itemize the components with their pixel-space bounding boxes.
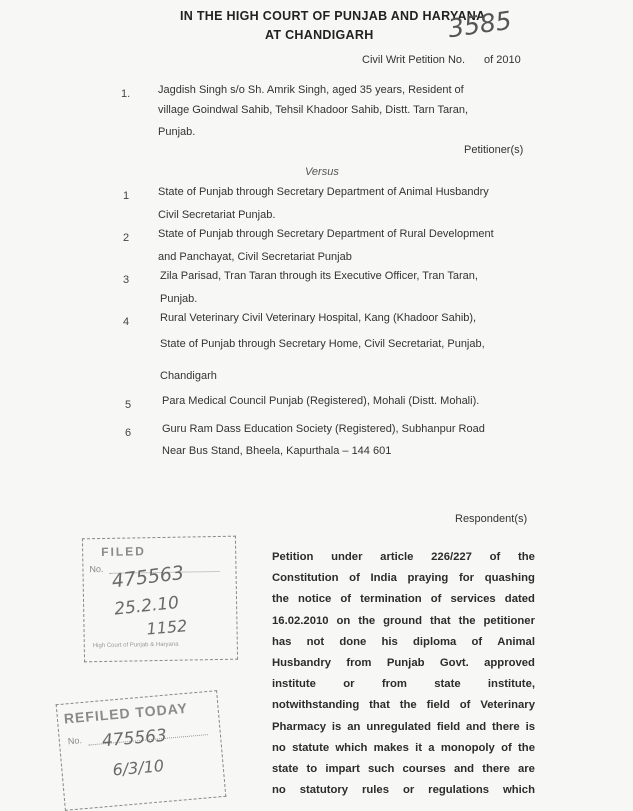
prayer-word: to (306, 763, 318, 776)
prayer-word: termination (360, 593, 422, 606)
respondent-number: 2 (123, 232, 130, 244)
prayer-word: state (272, 763, 299, 776)
prayer-word: Animal (497, 635, 535, 648)
prayer-word: for (459, 572, 475, 585)
prayer-word: regulations (428, 784, 490, 797)
respondent-number: 4 (123, 316, 130, 328)
prayer-word: Husbandry (272, 657, 332, 670)
prayer-word: diploma (413, 635, 457, 648)
prayer-word: Constitution (272, 572, 339, 585)
prayer-word: is (525, 720, 535, 733)
prayer-word: quashing (484, 572, 535, 585)
petition-number-prefix: Civil Writ Petition No. (362, 54, 466, 66)
prayer-word: India (370, 572, 397, 585)
respondent-line: Civil Secretariat Punjab. (158, 209, 276, 221)
petitioner-line: Jagdish Singh s/o Sh. Amrik Singh, aged 35 years, Resident of (158, 84, 464, 96)
prayer-word: dated (504, 593, 535, 606)
prayer-word: makes (373, 741, 409, 754)
prayer-word: which (335, 741, 368, 754)
prayer-word: not (306, 635, 325, 648)
prayer-line (272, 611, 535, 632)
prayer-word: or (343, 678, 355, 691)
prayer-word: are (518, 763, 535, 776)
prayer-word: notice (298, 593, 332, 606)
prayer-word: field (426, 699, 450, 712)
prayer-word: or (402, 784, 415, 797)
prayer-word: his (381, 635, 398, 648)
respondent-number: 6 (125, 427, 132, 439)
filed-stamp (82, 536, 238, 663)
respondent-line: Rural Veterinary Civil Veterinary Hospital, Kang (Khadoor Sahib), (160, 312, 477, 324)
prayer-word: of (459, 699, 471, 712)
prayer-word: of (340, 593, 352, 606)
prayer-word: and (466, 720, 487, 733)
prayer-word: unregulated (366, 720, 431, 733)
prayer-line (272, 653, 535, 674)
prayer-word: Pharmacy (272, 720, 327, 733)
prayer-word: an (347, 720, 361, 733)
petitioner-number: 1. (121, 88, 131, 100)
filed-stamp-label: FILED (101, 544, 146, 560)
prayer-word: the (458, 614, 476, 627)
prayer-line (272, 632, 535, 653)
prayer-word: ground (383, 614, 423, 627)
refiled-stamp-no-label: No. (67, 735, 83, 747)
prayer-word: no (272, 741, 286, 754)
prayer-word: notwithstanding (272, 699, 360, 712)
filed-stamp-footer: High Court of Punjab & Haryana (92, 641, 179, 650)
prayer-word: monopoly (440, 741, 495, 754)
respondent-role: Respondent(s) (455, 513, 528, 525)
prayer-word: services (450, 593, 496, 606)
filed-stamp-no-label: No. (89, 563, 104, 575)
petition-year: of 2010 (484, 54, 521, 66)
prayer-word: institute (272, 678, 316, 691)
respondent-line: Zila Parisad, Tran Taran through its Executive Officer, Tran Taran, (160, 270, 478, 282)
prayer-word: of (349, 572, 360, 585)
respondent-line: Punjab. (160, 293, 198, 305)
prayer-word: which (502, 784, 535, 797)
handwritten-petition-number: 3585 (446, 5, 514, 44)
prayer-word: praying (407, 572, 449, 585)
prayer-word: there (482, 763, 510, 776)
respondent-line: and Panchayat, Civil Secretariat Punjab (158, 251, 352, 263)
respondent-number: 1 (123, 190, 130, 202)
prayer-word: state (434, 678, 461, 691)
filed-stamp-date: 25.2.10 (113, 592, 180, 620)
prayer-word: Petition (272, 551, 314, 563)
prayer-word: approved (484, 657, 535, 670)
prayer-word: it (415, 741, 423, 754)
prayer-word: the (358, 614, 376, 627)
respondent-line: Guru Ram Dass Education Society (Registered), Subhanpur Road (162, 423, 485, 435)
prayer-word: has (272, 635, 292, 648)
prayer-word: article (380, 551, 414, 563)
prayer-word: the (272, 593, 289, 606)
refiled-stamp-number: 475563 (101, 725, 168, 752)
prayer-word: institute, (487, 678, 535, 691)
prayer-word: is (331, 720, 342, 733)
prayer-word: there (492, 720, 520, 733)
prayer-word: under (331, 551, 363, 563)
prayer-word: 226/227 (431, 551, 472, 563)
prayer-word: rules (362, 784, 390, 797)
prayer-word: field (436, 720, 461, 733)
prayer-word: of (501, 741, 512, 754)
prayer-word: from (346, 657, 372, 670)
prayer-word: the (517, 551, 535, 563)
prayer-word: that (369, 699, 390, 712)
prayer-word: statutory (299, 784, 349, 797)
petitioner-line: village Goindwal Sahib, Tehsil Khadoor Sahib, Distt. Tarn Taran, (158, 104, 469, 116)
prayer-line (272, 547, 535, 568)
prayer-word: courses (402, 763, 446, 776)
prayer-word: a (428, 741, 435, 754)
prayer-word: the (518, 741, 535, 754)
petitioner-role: Petitioner(s) (464, 144, 524, 156)
prayer-word: of (430, 593, 442, 606)
prayer-word: Veterinary (480, 699, 535, 712)
prayer-word: on (336, 614, 351, 627)
court-place: AT CHANDIGARH (265, 28, 374, 42)
respondent-line: State of Punjab through Secretary Department of Animal Husbandry (158, 186, 489, 198)
prayer-line (272, 589, 535, 610)
filed-stamp-time: 1152 (145, 616, 188, 639)
prayer-line (272, 738, 535, 759)
respondent-line: Chandigarh (160, 370, 217, 382)
prayer-word: petitioner (483, 614, 535, 627)
prayer-word: from (381, 678, 407, 691)
respondent-number: 5 (125, 399, 132, 411)
refiled-stamp-label: REFILED TODAY (63, 699, 189, 727)
respondent-number: 3 (123, 274, 130, 286)
prayer-word: such (368, 763, 395, 776)
petition-prayer (272, 547, 535, 801)
respondent-line: Near Bus Stand, Bheela, Kapurthala – 144 601 (162, 445, 392, 457)
prayer-line (272, 568, 535, 589)
versus-label: Versus (305, 166, 339, 178)
prayer-word: the (399, 699, 417, 712)
court-title: IN THE HIGH COURT OF PUNJAB AND HARYANA (180, 9, 486, 23)
prayer-word: statute (292, 741, 330, 754)
prayer-word: of (489, 551, 501, 563)
prayer-word: Govt. (439, 657, 469, 670)
filed-stamp-number: 475563 (110, 561, 186, 593)
prayer-word: and (454, 763, 475, 776)
prayer-word: that (429, 614, 451, 627)
prayer-line (272, 759, 535, 780)
prayer-line (272, 695, 535, 716)
prayer-word: 16.02.2010 (272, 614, 329, 627)
prayer-word: Punjab (386, 657, 425, 670)
prayer-line (272, 780, 535, 801)
refiled-stamp-date: 6/3/10 (111, 756, 165, 780)
prayer-word: no (272, 784, 286, 797)
respondent-line: State of Punjab through Secretary Home, Civil Secretariat, Punjab, (160, 338, 485, 350)
prayer-line (272, 717, 535, 738)
petitioner-line: Punjab. (158, 126, 196, 138)
prayer-word: of (471, 635, 483, 648)
prayer-line (272, 674, 535, 695)
prayer-word: impart (325, 763, 360, 776)
respondent-line: Para Medical Council Punjab (Registered), Mohali (Distt. Mohali). (162, 395, 480, 407)
respondent-line: State of Punjab through Secretary Department of Rural Development (158, 228, 494, 240)
prayer-word: done (339, 635, 367, 648)
refiled-stamp (56, 690, 227, 811)
